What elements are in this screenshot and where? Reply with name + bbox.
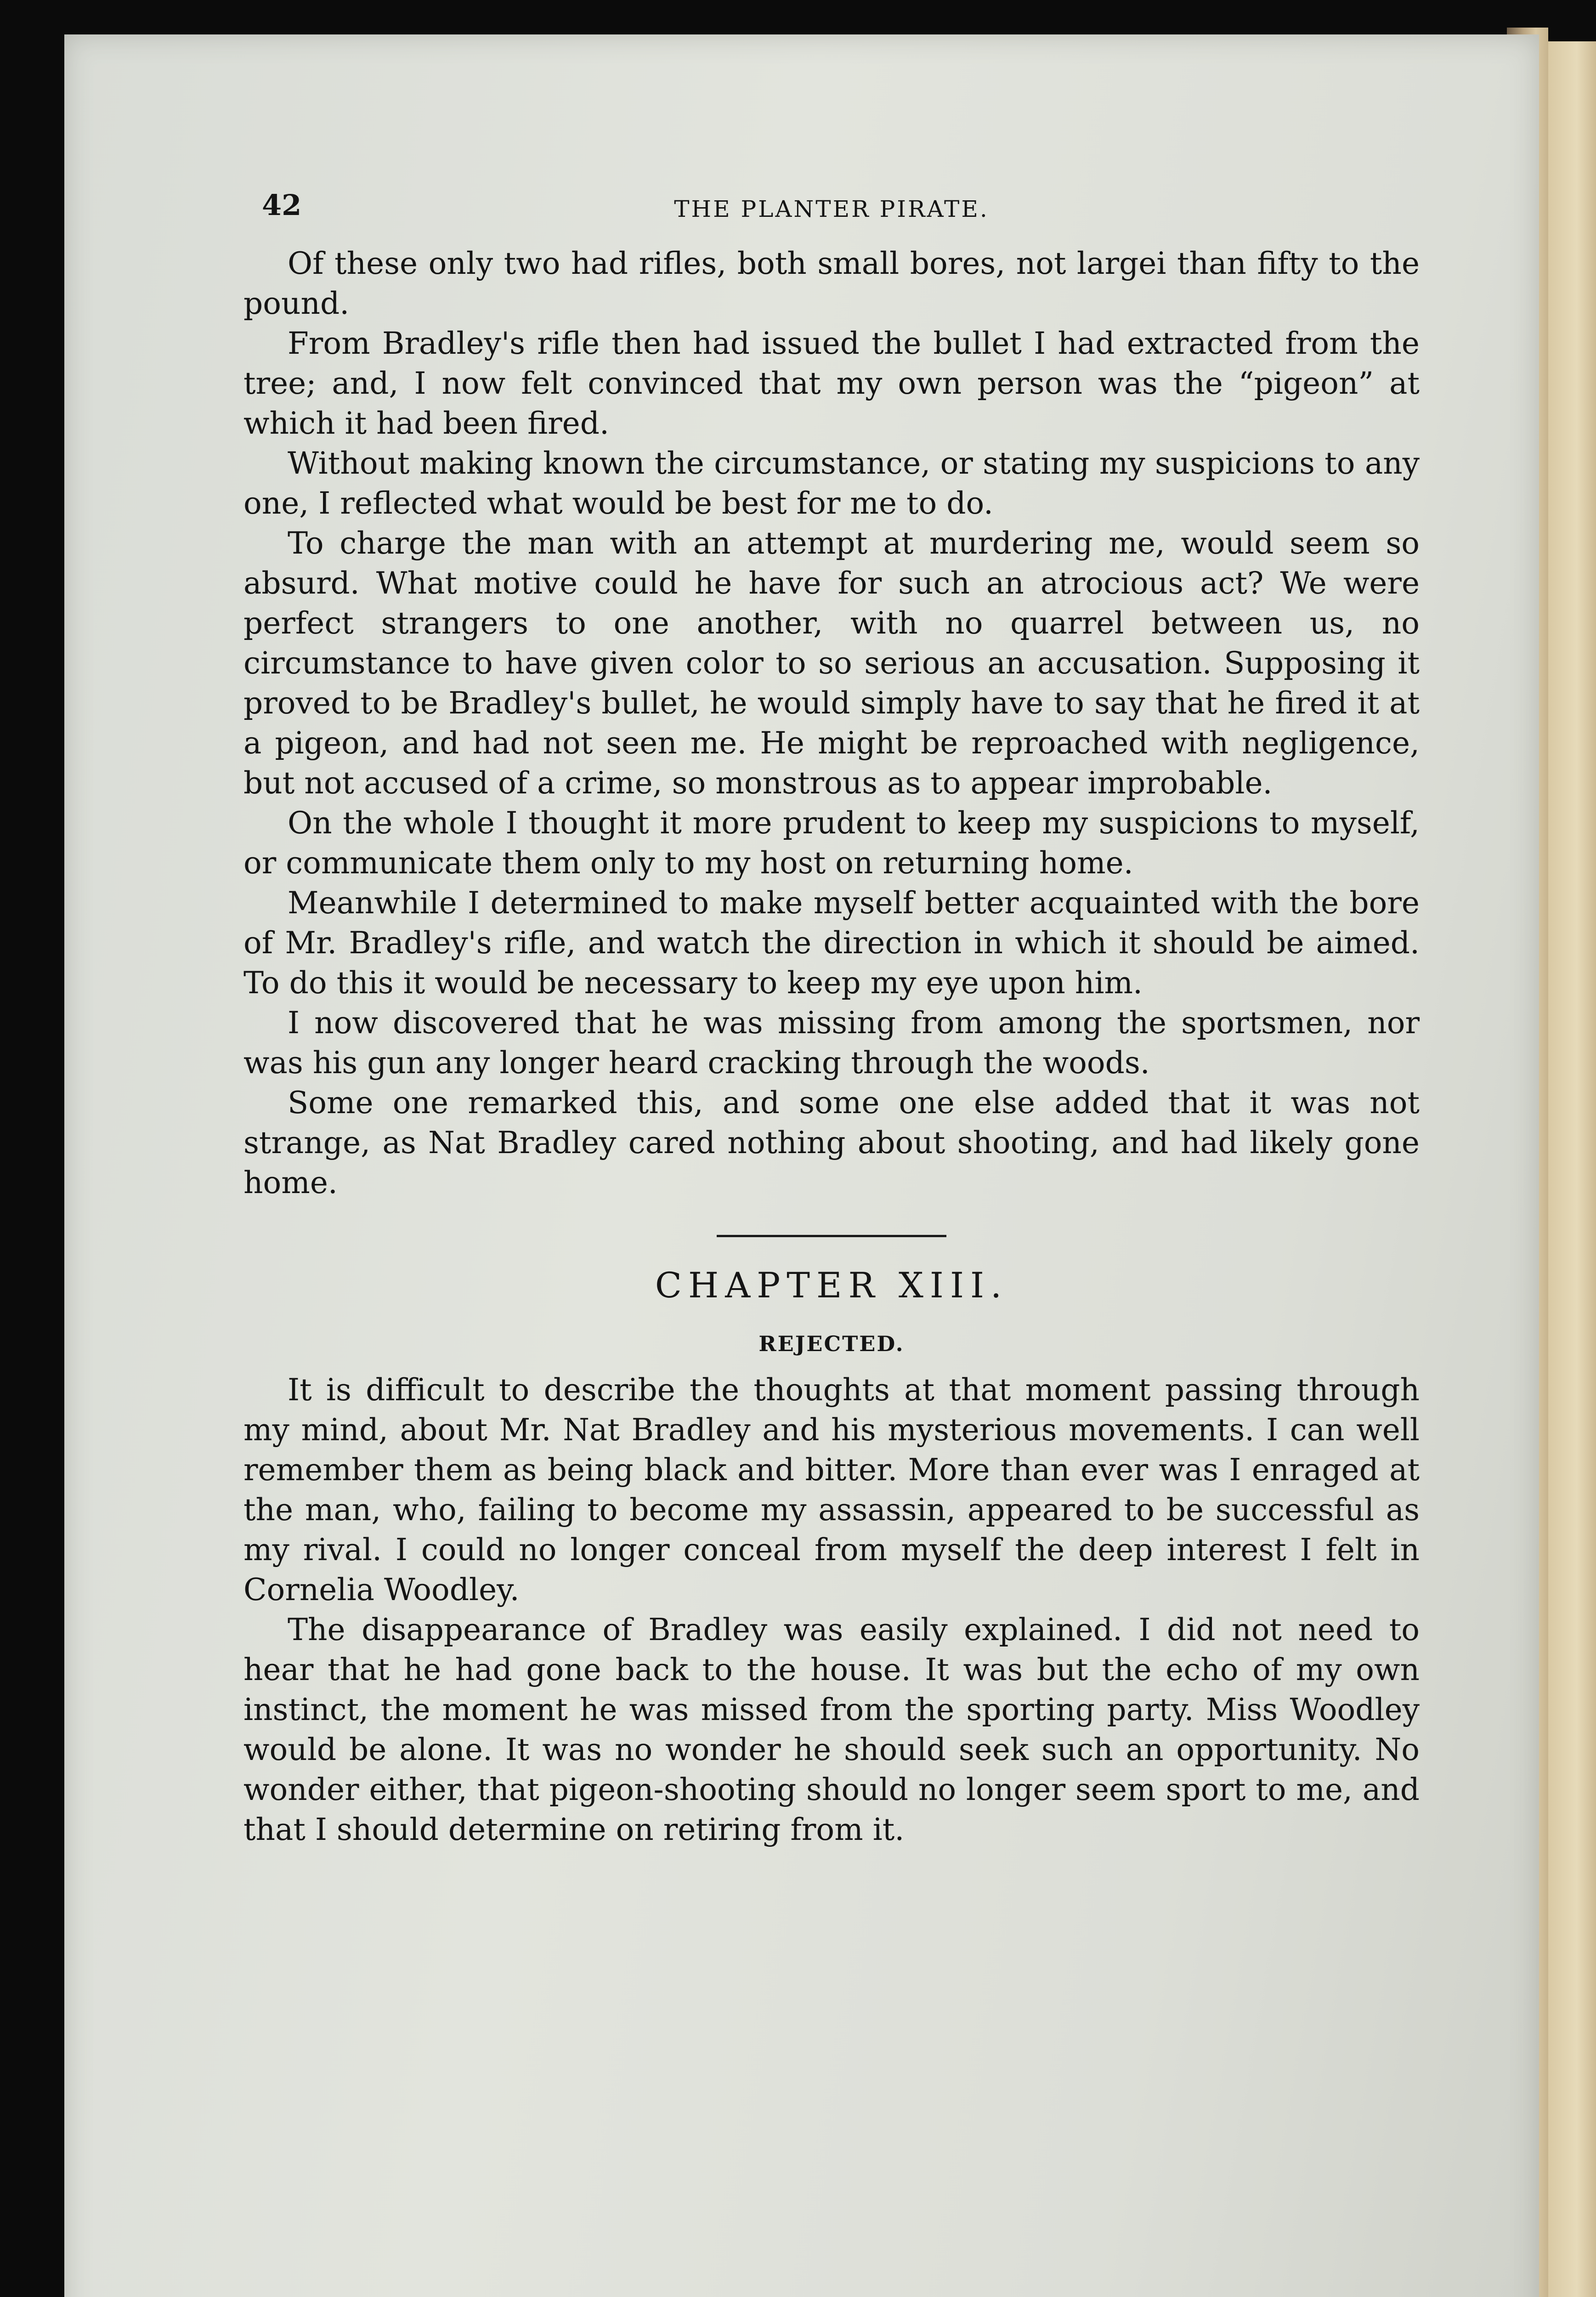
page-content bbox=[243, 188, 1420, 1850]
paragraph: Meanwhile I determined to make myself better acquainted with the bore of Mr. Bradley's rifle, and watch the direction in which it should be aimed. To do this it would be necessary to keep my eye upon him. bbox=[243, 885, 1420, 1001]
chapter-title: CHAPTER XIII. bbox=[655, 1265, 1008, 1306]
paragraph: To charge the man with an attempt at murdering me, would seem so absurd. What motive could he have for such an atrocious act? We were perfect strangers to one another, with no quarrel between us, no circumstance to have given color to so serious an accusation. Supposing it proved to be Bradley's bullet, he would simply have to say that he fired it at a pigeon, and had not seen me. He might be reproached with negligence, but not accused of a crime, so monstrous as to appear improbable. bbox=[243, 526, 1420, 801]
paragraph: I now discovered that he was missing from among the sportsmen, nor was his gun any longer heard cracking through the woods. bbox=[243, 1005, 1420, 1081]
paragraph: It is difficult to describe the thoughts at that moment passing through my mind, about Mr. Nat Bradley and his mysterious movements. I can well remember them as being black and bitter. More than ever was I enraged at the man, who, failing to become my assassin, appeared to be successful as my rival. I could no longer conceal from myself the deep interest I felt in Cornelia Woodley. bbox=[243, 1372, 1420, 1607]
paragraph: Some one remarked this, and some one else added that it was not strange, as Nat Bradley cared nothing about shooting, and had likely gone home. bbox=[243, 1085, 1420, 1200]
section-divider bbox=[717, 1235, 946, 1237]
paragraph: Of these only two had rifles, both small bores, not largei than fifty to the pound. bbox=[243, 246, 1420, 321]
page-number: 42 bbox=[262, 188, 302, 222]
paragraph: On the whole I thought it more prudent to keep my suspicions to myself, or communicate them only to my host on returning home. bbox=[243, 805, 1420, 881]
paragraph: Without making known the circumstance, or stating my suspicions to any one, I reflected what would be best for me to do. bbox=[243, 446, 1420, 521]
paragraph: The disappearance of Bradley was easily explained. I did not need to hear that he had gone back to the house. It was but the echo of my own instinct, the moment he was missed from the sporting party. Miss Woodley would be alone. It was no wonder he should seek such an opportunity. No wonder either, that pigeon-shooting should no longer seem sport to me, and that I should determine on retiring from it. bbox=[243, 1612, 1420, 1847]
facing-page-edge bbox=[1548, 41, 1596, 2297]
chapter-body-text bbox=[243, 1370, 1420, 1850]
body-text bbox=[243, 243, 1420, 1203]
page-header bbox=[243, 188, 1420, 243]
chapter-subtitle: REJECTED. bbox=[758, 1331, 905, 1356]
running-head: THE PLANTER PIRATE. bbox=[674, 196, 989, 222]
paragraph: From Bradley's rifle then had issued the bullet I had extracted from the tree; and, I now felt convinced that my own person was the “pigeon” at which it had been fired. bbox=[243, 326, 1420, 441]
